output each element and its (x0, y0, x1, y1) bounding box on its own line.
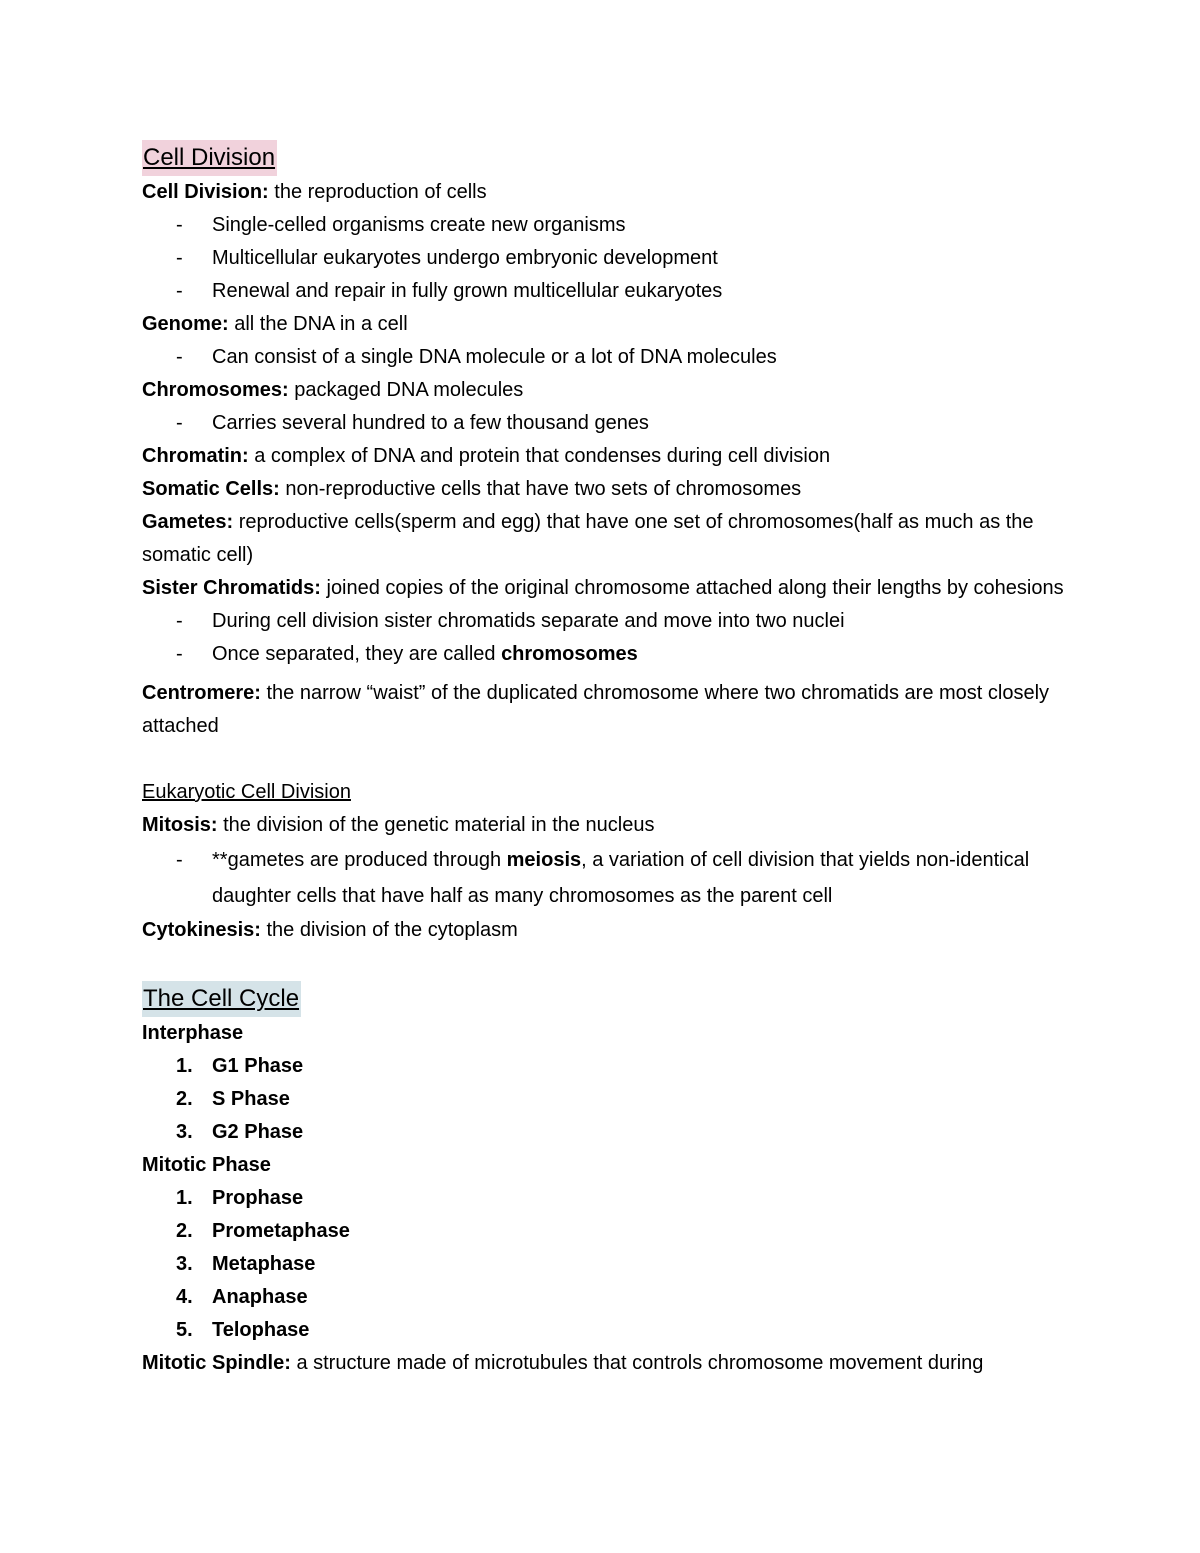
term-definition: the narrow “waist” of the duplicated chromosome where two chromatids are most closely attached (142, 682, 1050, 737)
list-item-text: Single-celled organisms create new organisms (212, 214, 626, 236)
list-item (142, 605, 1072, 638)
dash-bullet: - (176, 643, 183, 665)
term-definition: joined copies of the original chromosome attached along their lengths by cohesions (320, 577, 1064, 599)
definition-cytokinesis (142, 914, 1072, 947)
list-item (142, 842, 1072, 914)
section-heading-eukaryotic-cell-division: Eukaryotic Cell Division (142, 781, 351, 803)
dash-bullet: - (176, 214, 183, 236)
definition-centromere (142, 677, 1072, 743)
definition-chromatin (142, 440, 1072, 473)
list-number: 2. (176, 1220, 193, 1242)
list-item-text: Carries several hundred to a few thousand genes (212, 412, 649, 434)
term-label: Mitosis: (142, 814, 218, 836)
term-label: Centromere: (142, 682, 261, 704)
list-item-text: G2 Phase (212, 1121, 304, 1143)
term-label: Sister Chromatids: (142, 577, 321, 599)
definition-mitosis (142, 809, 1072, 842)
dash-bullet: - (176, 346, 183, 368)
list-number: 3. (176, 1253, 193, 1275)
term-definition: the division of the genetic material in the nucleus (217, 814, 655, 836)
section-cell-division-heading-row (142, 140, 1072, 176)
term-label: Gametes: (142, 511, 234, 533)
document-page (142, 140, 1072, 1380)
definition-cell-division (142, 176, 1072, 209)
bold-term: meiosis (506, 849, 582, 871)
phase-group-label: Interphase (142, 1022, 244, 1044)
section-cell-cycle-heading-row (142, 981, 1072, 1017)
list-number: 5. (176, 1319, 193, 1341)
list-item (142, 1248, 1072, 1281)
list-item-text: Once separated, they are called (212, 643, 502, 665)
list-item (142, 1182, 1072, 1215)
term-definition: non-reproductive cells that have two sets of chromosomes (279, 478, 802, 500)
term-definition: packaged DNA molecules (288, 379, 524, 401)
list-item-text: **gametes are produced through (212, 849, 507, 871)
definition-mitotic-spindle (142, 1347, 1072, 1380)
list-item (142, 242, 1072, 275)
term-definition: the reproduction of cells (268, 181, 487, 203)
list-item-text: S Phase (212, 1088, 290, 1110)
list-item (142, 1116, 1072, 1149)
section-heading-cell-cycle: The Cell Cycle (142, 981, 301, 1017)
list-number: 3. (176, 1121, 193, 1143)
definition-chromosomes (142, 374, 1072, 407)
dash-bullet: - (176, 412, 183, 434)
term-label: Mitotic Spindle: (142, 1352, 291, 1374)
term-label: Chromatin: (142, 445, 249, 467)
list-item-text: Prometaphase (212, 1220, 350, 1242)
list-number: 1. (176, 1055, 193, 1077)
list-item (142, 1314, 1072, 1347)
list-item-text: Metaphase (212, 1253, 316, 1275)
term-label: Cytokinesis: (142, 919, 261, 941)
list-item-text: Anaphase (212, 1286, 308, 1308)
list-item (142, 275, 1072, 308)
dash-bullet: - (176, 849, 183, 871)
list-number: 1. (176, 1187, 193, 1209)
list-number: 2. (176, 1088, 193, 1110)
list-item (142, 1281, 1072, 1314)
spacer (142, 947, 1072, 981)
section-eukaryotic-heading-row (142, 776, 1072, 809)
list-item (142, 341, 1072, 374)
dash-bullet: - (176, 610, 183, 632)
section-heading-cell-division: Cell Division (142, 140, 277, 176)
term-definition: reproductive cells(sperm and egg) that have one set of chromosomes(half as much as the somatic cell) (142, 511, 1034, 566)
list-item-text: Can consist of a single DNA molecule or a lot of DNA molecules (212, 346, 777, 368)
term-label: Chromosomes: (142, 379, 289, 401)
list-item-text: Multicellular eukaryotes undergo embryonic development (212, 247, 718, 269)
list-item (142, 1083, 1072, 1116)
term-label: Cell Division: (142, 181, 269, 203)
list-item-text: Renewal and repair in fully grown multicellular eukaryotes (212, 280, 723, 302)
dash-bullet: - (176, 280, 183, 302)
list-item-text: , a variation of cell division that yields non-identical daughter cells that have half as many chromosomes as the parent cell (212, 849, 1030, 907)
list-item-text: Telophase (212, 1319, 310, 1341)
list-item-text: During cell division sister chromatids separate and move into two nuclei (212, 610, 845, 632)
list-item-text: Prophase (212, 1187, 304, 1209)
list-number: 4. (176, 1286, 193, 1308)
list-item (142, 1215, 1072, 1248)
list-item-text: G1 Phase (212, 1055, 304, 1077)
phase-group-label: Mitotic Phase (142, 1154, 271, 1176)
term-definition: a complex of DNA and protein that condenses during cell division (248, 445, 831, 467)
definition-sister-chromatids (142, 572, 1072, 605)
list-item (142, 638, 1072, 671)
term-label: Somatic Cells: (142, 478, 280, 500)
term-definition: all the DNA in a cell (228, 313, 408, 335)
definition-genome (142, 308, 1072, 341)
dash-bullet: - (176, 247, 183, 269)
definition-somatic-cells (142, 473, 1072, 506)
term-label: Genome: (142, 313, 229, 335)
spacer (142, 743, 1072, 776)
term-definition: a structure made of microtubules that controls chromosome movement during (290, 1352, 984, 1374)
list-item (142, 209, 1072, 242)
bold-term: chromosomes (501, 643, 638, 665)
definition-gametes (142, 506, 1072, 572)
list-item (142, 407, 1072, 440)
list-item (142, 1050, 1072, 1083)
term-definition: the division of the cytoplasm (260, 919, 518, 941)
